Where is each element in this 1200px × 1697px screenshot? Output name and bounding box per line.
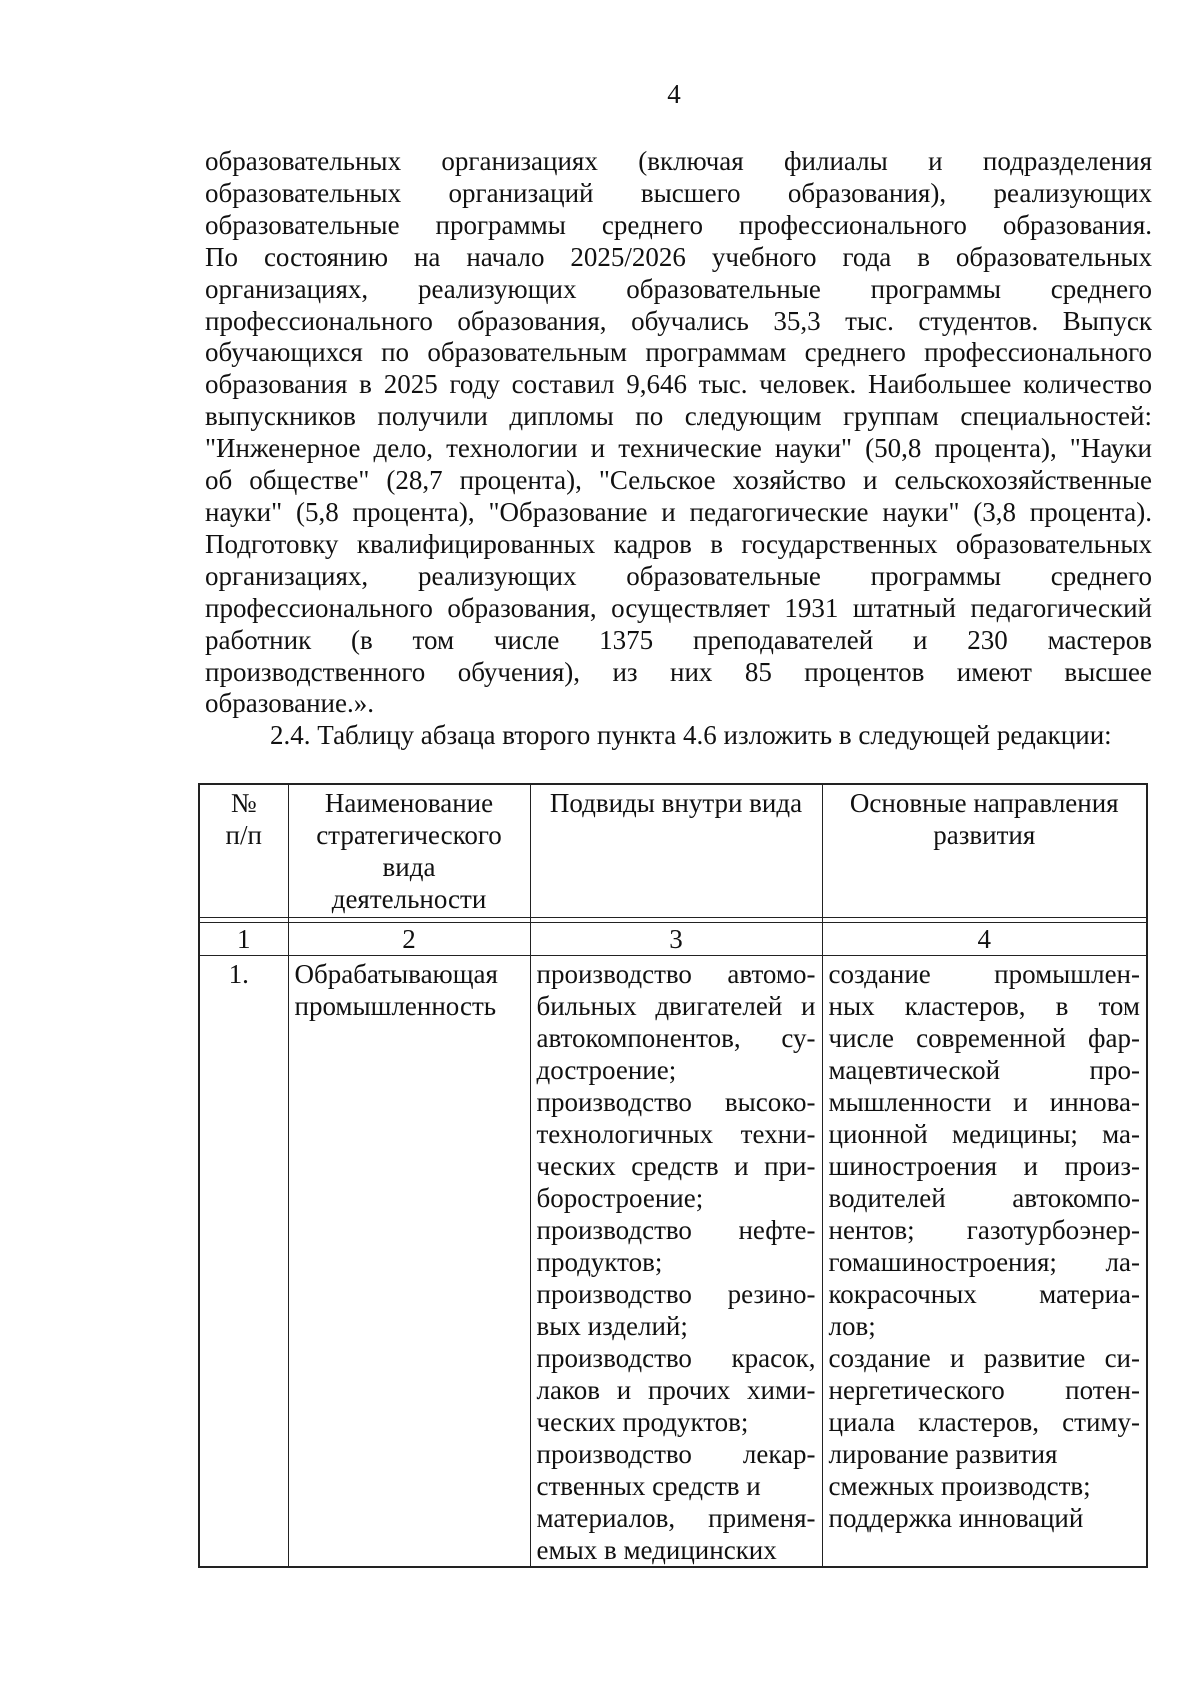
cell-line: мацевтической про- (828, 1055, 1140, 1085)
cell-line: числе современной фар- (828, 1023, 1140, 1053)
cell-line: лирование развития (828, 1439, 1058, 1469)
cell-line: водителей автокомпо- (828, 1183, 1140, 1213)
header-line: п/п (225, 820, 262, 850)
cell-line: боростроение; (536, 1183, 704, 1213)
header-line: Основные направления (849, 788, 1119, 818)
paragraph-line: об обществе" (28,7 процента), "Сельское хозяйство и сельскохозяйственные (205, 465, 1152, 496)
cell-line: нергетического потен- (828, 1375, 1140, 1405)
cell-line: ственных средств и (536, 1471, 761, 1501)
header-line: Наименование (324, 788, 494, 818)
cell-line: ческих средств и при- (536, 1151, 816, 1181)
cell-line: производство нефте- (536, 1215, 816, 1245)
header-line: № (230, 788, 257, 818)
header-cell-subtypes (530, 784, 822, 918)
activity-table (198, 783, 1148, 1568)
column-number-row (199, 923, 1147, 956)
cell-line: ческих продуктов; (536, 1407, 749, 1437)
cell-line: производство автомо- (536, 959, 816, 989)
activity-name-cell (288, 956, 530, 1568)
cell-line: мышленности и иннова- (828, 1087, 1140, 1117)
cell-line: смежных производств; (828, 1471, 1091, 1501)
column-number: 2 (288, 923, 530, 956)
paragraph-line: профессионального образования, осуществляет 1931 штатный педагогический (205, 592, 1152, 623)
cell-line: ционной медицины; ма- (828, 1119, 1140, 1149)
column-number: 3 (530, 923, 822, 956)
column-number: 4 (822, 923, 1147, 956)
header-cell-directions (822, 784, 1147, 918)
cell-line: циала кластеров, стиму- (828, 1407, 1140, 1437)
page-number: 4 (667, 79, 681, 109)
cell-line: создание и развитие си- (828, 1343, 1140, 1373)
table-row (199, 956, 1147, 1568)
row-number: 1. (199, 956, 288, 1568)
cell-line: гомашиностроения; ла- (828, 1247, 1140, 1277)
cell-line: достроение; (536, 1055, 677, 1085)
cell-line: поддержка инноваций (828, 1503, 1084, 1533)
cell-line: продуктов; (536, 1247, 663, 1277)
cell-line: создание промышлен- (828, 959, 1140, 989)
paragraph-line: производственного обучения), из них 85 процентов имеют высшее (205, 656, 1152, 687)
body-text (205, 146, 1152, 752)
cell-line: производство высоко- (536, 1087, 816, 1117)
header-line: развития (933, 820, 1036, 850)
cell-line: кокрасочных материа- (828, 1279, 1140, 1309)
directions-cell (822, 956, 1147, 1568)
header-line: Подвиды внутри вида (549, 788, 803, 818)
paragraph-line: образовательных организациях (включая филиалы и подразделения (205, 146, 1152, 176)
cell-line: производство красок, (536, 1343, 816, 1373)
paragraph-line: образование.». (205, 688, 374, 719)
header-cell-activity-name (288, 784, 530, 918)
paragraph-line: науки" (5,8 процента), "Образование и педагогические науки" (3,8 процента). (205, 496, 1152, 527)
cell-line: технологичных техни- (536, 1119, 816, 1149)
cell-line: вых изделий; (536, 1311, 688, 1341)
paragraph-line: выпускников получили дипломы по следующим группам специальностей: (205, 401, 1152, 432)
cell-line: лов; (828, 1311, 876, 1341)
cell-line: емых в медицинских (536, 1535, 777, 1565)
cell-line: материалов, применя- (536, 1503, 816, 1533)
column-number: 1 (199, 923, 288, 956)
paragraph-line: "Инженерное дело, технологии и технические науки" (50,8 процента), "Науки (205, 433, 1152, 464)
paragraph-line: обучающихся по образовательным программам среднего профессионального (205, 337, 1152, 368)
paragraph-line: профессионального образования, обучались 35,3 тыс. студентов. Выпуск (205, 305, 1152, 336)
table-header-row (199, 784, 1147, 918)
cell-line: производство резино- (536, 1279, 816, 1309)
cell-line: Обрабатывающая (294, 959, 498, 989)
cell-line: шиностроения и произ- (828, 1151, 1140, 1181)
cell-line: нентов; газотурбоэнер- (828, 1215, 1140, 1245)
cell-line: ных кластеров, в том (828, 991, 1140, 1021)
paragraph-line: организациях, реализующих образовательные программы среднего (205, 273, 1152, 304)
amendment-instruction: 2.4. Таблицу абзаца второго пункта 4.6 изложить в следующей редакции: (270, 720, 1112, 751)
cell-line: бильных двигателей и (536, 991, 816, 1021)
paragraph-line: организациях, реализующих образовательные программы среднего (205, 560, 1152, 591)
subtypes-cell (530, 956, 822, 1568)
paragraph-line: работник (в том числе 1375 преподавателей и 230 мастеров (205, 624, 1152, 655)
cell-line: автокомпонентов, су- (536, 1023, 816, 1053)
paragraph-line: Подготовку квалифицированных кадров в государственных образовательных (205, 528, 1152, 559)
header-cell-number (199, 784, 288, 918)
paragraph-line: По состоянию на начало 2025/2026 учебного года в образовательных (205, 241, 1152, 272)
header-line: стратегического (316, 820, 502, 850)
cell-line: промышленность (294, 991, 497, 1021)
header-line: деятельности (331, 884, 487, 914)
paragraph-line: образовательные программы среднего профессионального образования. (205, 209, 1152, 240)
header-line: вида (382, 852, 436, 882)
paragraph-line: образовательных организаций высшего образования), реализующих (205, 177, 1152, 208)
paragraph-line: образования в 2025 году составил 9,646 тыс. человек. Наибольшее количество (205, 369, 1152, 400)
cell-line: производство лекар- (536, 1439, 816, 1469)
cell-line: лаков и прочих хими- (536, 1375, 816, 1405)
